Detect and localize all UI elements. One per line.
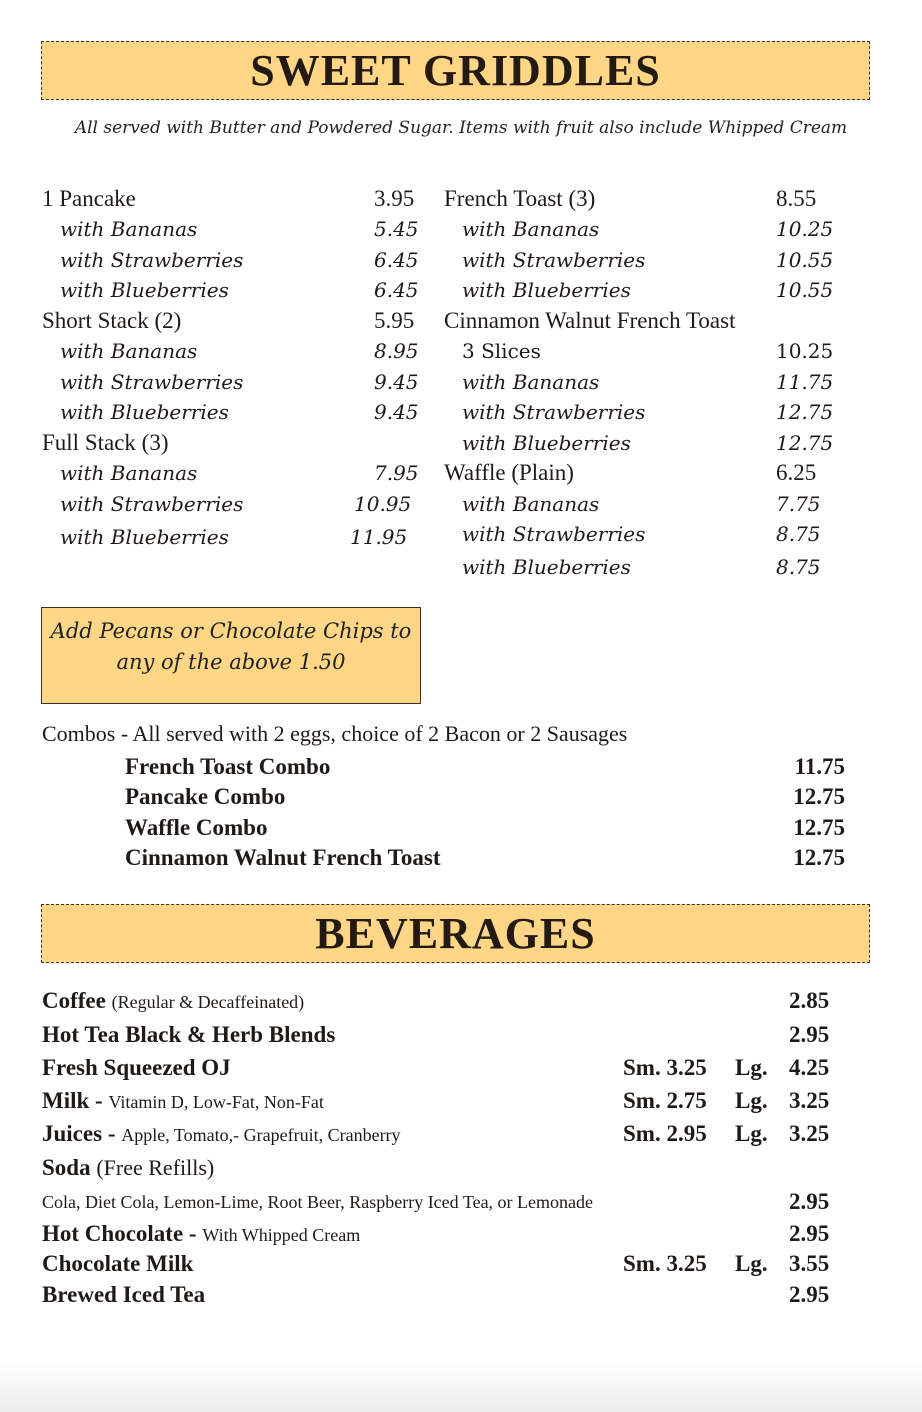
menu-item-option: with Bananas 5.45	[60, 217, 419, 241]
combo-item: French Toast Combo 11.75	[125, 754, 845, 779]
menu-item-option: with Strawberries 8.75	[462, 522, 821, 546]
beverage-iced-tea: Brewed Iced Tea 2.95	[42, 1282, 830, 1307]
menu-item-option: with Blueberries 10.55	[462, 278, 834, 302]
menu-item-option: with Bananas 7.75	[462, 492, 821, 516]
addon-box: Add Pecans or Chocolate Chips to any of the above 1.50	[41, 607, 421, 704]
menu-item-option: with Strawberries 10.95	[60, 492, 412, 516]
menu-item: French Toast (3) 8.55	[444, 186, 817, 211]
combos-heading: Combos - All served with 2 eggs, choice of 2 Bacon or 2 Sausages	[42, 721, 628, 746]
griddles-subtitle: All served with Butter and Powdered Sugar. Items with fruit also include Whipped Cream	[74, 118, 848, 138]
menu-item-option: with Strawberries 12.75	[462, 400, 834, 424]
beverage-milk: Milk - Vitamin D, Low-Fat, Non-Fat Sm. 2.75 Lg. 3.25	[42, 1088, 830, 1113]
combo-item: Waffle Combo 12.75	[125, 815, 845, 840]
beverages-title: BEVERAGES	[315, 909, 596, 958]
menu-item-option: with Bananas 11.75	[462, 370, 834, 394]
menu-item-option: with Blueberries 9.45	[60, 400, 419, 424]
menu-item-option: with Bananas 7.95	[60, 461, 419, 485]
menu-item-option: with Blueberries 6.45	[60, 278, 419, 302]
menu-item-option: with Bananas 10.25	[462, 217, 834, 241]
menu-item-option: 3 Slices 10.25	[462, 339, 834, 363]
menu-item-option: with Strawberries 6.45	[60, 248, 419, 272]
menu-item-option: with Strawberries 9.45	[60, 370, 419, 394]
beverage-hot-chocolate: Hot Chocolate - With Whipped Cream 2.95	[42, 1221, 830, 1246]
griddles-title: SWEET GRIDDLES	[250, 46, 661, 95]
griddles-banner	[41, 41, 870, 100]
combo-item: Cinnamon Walnut French Toast 12.75	[125, 845, 845, 870]
menu-item-option: with Blueberries 8.75	[462, 555, 821, 579]
menu-item-option: with Bananas 8.95	[60, 339, 419, 363]
beverage-juices: Juices - Apple, Tomato,- Grapefruit, Cranberry Sm. 2.95 Lg. 3.25	[42, 1121, 830, 1146]
menu-item-option: with Blueberries 11.95	[60, 525, 408, 549]
beverage-chocolate-milk: Chocolate Milk Sm. 3.25 Lg. 3.55	[42, 1251, 830, 1276]
menu-item: Short Stack (2) 5.95	[42, 308, 415, 333]
menu-item-option: with Blueberries 12.75	[462, 431, 834, 455]
menu-item-option: with Strawberries 10.55	[462, 248, 834, 272]
soda-flavors: Cola, Diet Cola, Lemon-Lime, Root Beer, Raspberry Iced Tea, or Lemonade 2.95	[42, 1189, 830, 1214]
beverage-oj: Fresh Squeezed OJ Sm. 3.25 Lg. 4.25	[42, 1055, 830, 1080]
combo-item: Pancake Combo 12.75	[125, 784, 845, 809]
menu-item: Waffle (Plain) 6.25	[444, 460, 817, 485]
beverage-coffee: Coffee (Regular & Decaffeinated) 2.85	[42, 988, 830, 1013]
beverage-hot-tea: Hot Tea Black & Herb Blends 2.95	[42, 1022, 830, 1047]
menu-item: Full Stack (3)	[42, 430, 169, 455]
beverage-soda: Soda (Free Refills)	[42, 1155, 215, 1180]
menu-item: 1 Pancake 3.95	[42, 186, 415, 211]
beverages-banner	[41, 904, 870, 963]
menu-item: Cinnamon Walnut French Toast	[444, 308, 736, 333]
